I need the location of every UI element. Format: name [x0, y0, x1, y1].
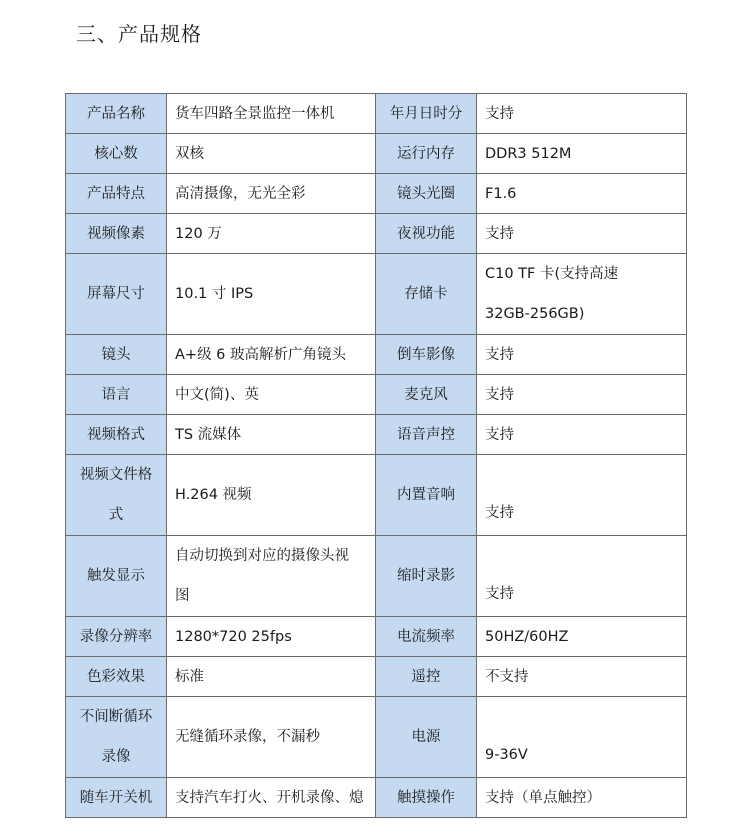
table-row: [66, 335, 687, 375]
table-row: [66, 254, 687, 335]
spec-label: 倒车影像: [376, 335, 477, 375]
spec-value: 支持（单点触控）: [477, 778, 687, 818]
spec-label: 存储卡: [376, 254, 477, 335]
spec-label: 夜视功能: [376, 214, 477, 254]
spec-value: 支持: [477, 375, 687, 415]
spec-value: 50HZ/60HZ: [477, 617, 687, 657]
spec-label: 电流频率: [376, 617, 477, 657]
spec-label: 色彩效果: [66, 657, 167, 697]
spec-value: 支持: [477, 214, 687, 254]
section-heading: 三、产品规格: [76, 22, 202, 46]
spec-label: 内置音响: [376, 455, 477, 536]
spec-label: 产品名称: [66, 94, 167, 134]
spec-value: 高清摄像，无光全彩: [167, 174, 376, 214]
spec-value-line: 32GB-256GB): [485, 306, 585, 322]
table-row: [66, 657, 687, 697]
spec-label: 语音声控: [376, 415, 477, 455]
spec-label: 遥控: [376, 657, 477, 697]
spec-value: F1.6: [477, 174, 687, 214]
spec-value: [477, 697, 687, 778]
table-row: [66, 536, 687, 617]
spec-value: 货车四路全景监控一体机: [167, 94, 376, 134]
spec-value: 双核: [167, 134, 376, 174]
spec-label: 产品特点: [66, 174, 167, 214]
spec-label: 屏幕尺寸: [66, 254, 167, 335]
spec-value: 无缝循环录像，不漏秒: [167, 697, 376, 778]
spec-value: 支持: [477, 415, 687, 455]
table-row: [66, 375, 687, 415]
spec-value: H.264 视频: [167, 455, 376, 536]
spec-value: 10.1 寸 IPS: [167, 254, 376, 335]
table-row: [66, 214, 687, 254]
spec-value: 标准: [167, 657, 376, 697]
spec-label: 触摸操作: [376, 778, 477, 818]
spec-label: [66, 455, 167, 536]
spec-value: 不支持: [477, 657, 687, 697]
spec-value-line: 9-36V: [485, 747, 528, 763]
spec-table: [65, 93, 687, 818]
spec-value: DDR3 512M: [477, 134, 687, 174]
table-row: [66, 415, 687, 455]
table-row: [66, 94, 687, 134]
spec-value: A+级 6 玻高解析广角镜头: [167, 335, 376, 375]
spec-value: [477, 536, 687, 617]
spec-value: 120 万: [167, 214, 376, 254]
spec-value: 支持汽车打火、开机录像、熄: [167, 778, 376, 818]
spec-label-line: 式: [108, 507, 124, 523]
spec-value-line: 自动切换到对应的摄像头视: [175, 548, 349, 564]
table-row: [66, 134, 687, 174]
spec-label: 语言: [66, 375, 167, 415]
spec-label: 镜头: [66, 335, 167, 375]
spec-label: 视频格式: [66, 415, 167, 455]
spec-label: 触发显示: [66, 536, 167, 617]
spec-value-line: 支持: [485, 505, 514, 521]
spec-value: 支持: [477, 94, 687, 134]
spec-value: [477, 455, 687, 536]
spec-label: 录像分辨率: [66, 617, 167, 657]
spec-value: [477, 254, 687, 335]
spec-label: 麦克风: [376, 375, 477, 415]
spec-value: 1280*720 25fps: [167, 617, 376, 657]
spec-value-line: C10 TF 卡(支持高速: [485, 266, 619, 282]
spec-label-line: 录像: [101, 749, 131, 765]
spec-label: [66, 697, 167, 778]
spec-value-line: 支持: [485, 586, 514, 602]
spec-value-line: 图: [175, 588, 190, 604]
table-row: [66, 455, 687, 536]
spec-label: 缩时录影: [376, 536, 477, 617]
table-row: [66, 617, 687, 657]
spec-label-line: 不间断循环: [79, 709, 153, 725]
spec-value: 支持: [477, 335, 687, 375]
spec-label: 镜头光圈: [376, 174, 477, 214]
table-row: [66, 778, 687, 818]
spec-label: 运行内存: [376, 134, 477, 174]
spec-label: 电源: [376, 697, 477, 778]
table-row: [66, 174, 687, 214]
spec-label: 视频像素: [66, 214, 167, 254]
spec-label: 随车开关机: [66, 778, 167, 818]
spec-value: TS 流媒体: [167, 415, 376, 455]
spec-value: 中文(简)、英: [167, 375, 376, 415]
spec-value: [167, 536, 376, 617]
spec-label: 年月日时分: [376, 94, 477, 134]
spec-label-line: 视频文件格: [79, 467, 153, 483]
spec-label: 核心数: [66, 134, 167, 174]
table-row: [66, 697, 687, 778]
